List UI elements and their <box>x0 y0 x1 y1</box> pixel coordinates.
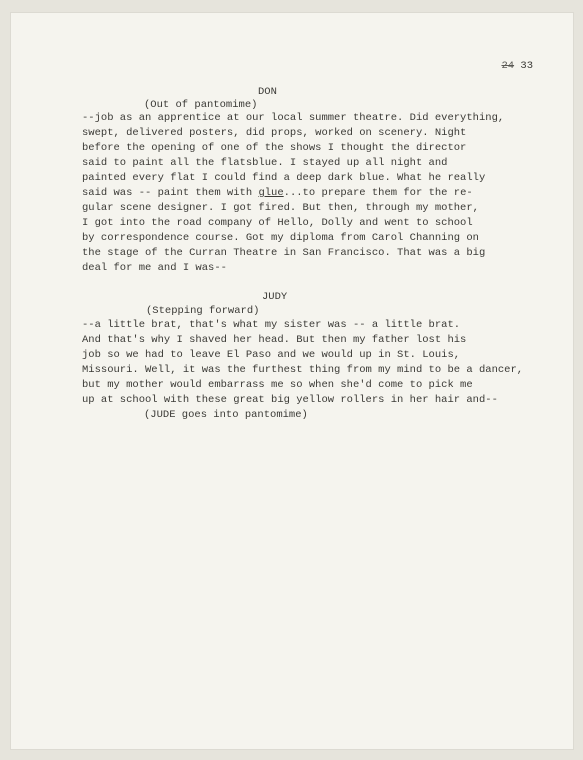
dialogue-line: but my mother would embarrass me so when she'd come to pick me <box>82 379 473 391</box>
character-name-don: DON <box>258 86 277 98</box>
dialogue-line: And that's why I shaved her head. But then my father lost his <box>82 334 467 346</box>
dialogue-line-text: said was -- paint them with glue...to prepare them for the re- <box>82 187 473 199</box>
struck-page-number: 24 <box>501 60 515 72</box>
page-number-value: 33 <box>520 60 533 72</box>
stage-direction: (Stepping forward) <box>146 305 260 317</box>
dialogue-line: --job as an apprentice at our local summer theatre. Did everything, <box>82 112 505 124</box>
script-page <box>10 12 574 750</box>
dialogue-line: said to paint all the flatsblue. I stayed up all night and <box>82 157 448 169</box>
dialogue-line: job so we had to leave El Paso and we would up in St. Louis, <box>82 349 461 361</box>
dialogue-line: Missouri. Well, it was the furthest thing from my mind to be a dancer, <box>82 364 524 376</box>
dialogue-line: before the opening of one of the shows I thought the director <box>82 142 467 154</box>
stage-direction-closing: (JUDE goes into pantomime) <box>144 409 308 421</box>
character-name-judy: JUDY <box>262 291 288 303</box>
dialogue-line: up at school with these great big yellow rollers in her hair and-- <box>82 394 498 406</box>
dialogue-line: gular scene designer. I got fired. But then, through my mother, <box>82 202 479 214</box>
dialogue-line: by correspondence course. Got my diploma from Carol Channing on <box>82 232 479 244</box>
dialogue-line: --a little brat, that's what my sister was -- a little brat. <box>82 319 461 331</box>
dialogue-line: deal for me and I was-- <box>82 262 227 274</box>
dialogue-line: the stage of the Curran Theatre in San Francisco. That was a big <box>82 247 486 259</box>
dialogue-line: I got into the road company of Hello, Dolly and went to school <box>82 217 473 229</box>
page-number <box>501 59 533 74</box>
dialogue-line: painted every flat I could find a deep dark blue. What he really <box>82 172 486 184</box>
dialogue-line <box>82 186 473 201</box>
dialogue-line: swept, delivered posters, did props, worked on scenery. Night <box>82 127 467 139</box>
stage-direction: (Out of pantomime) <box>144 99 258 111</box>
